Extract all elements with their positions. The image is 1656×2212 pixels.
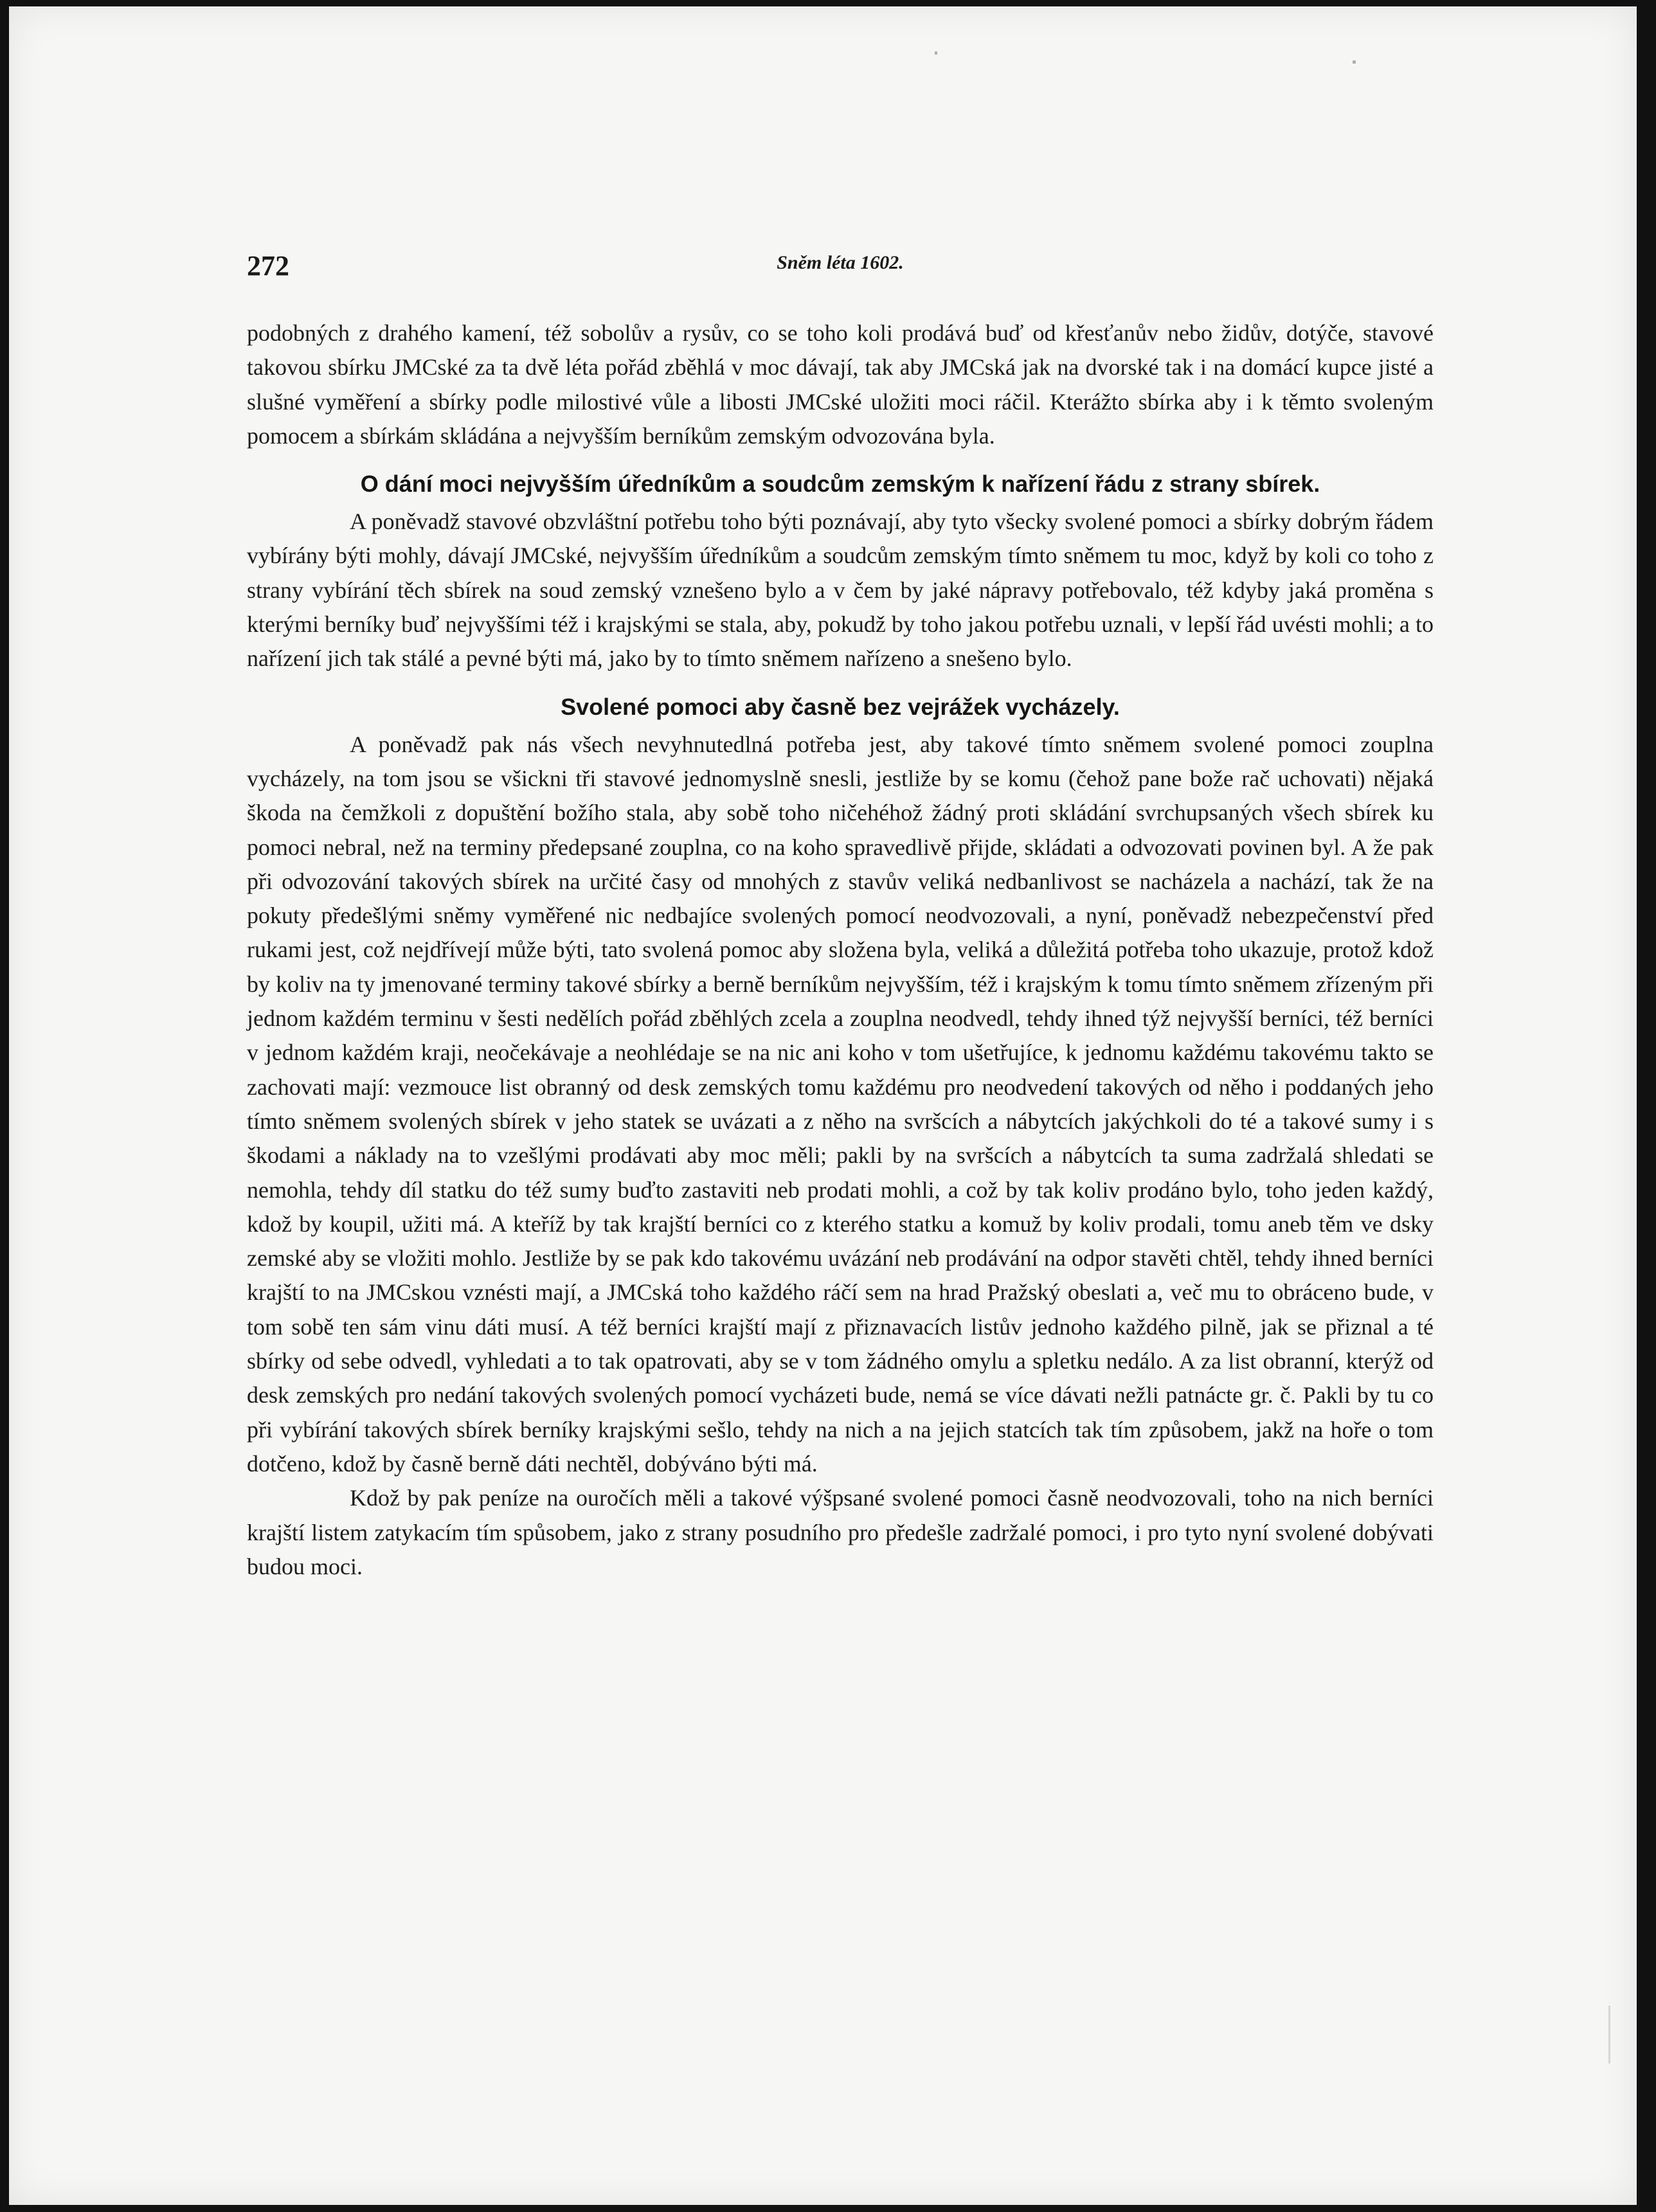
scan-speck [1353, 60, 1356, 64]
paragraph-powers: A poněvadž stavové obzvláštní potřebu toho býti poznávají, aby tyto všecky svolené pomoci a sbírky dobrým řádem vybírány býti mohly, dávají JMCské, nejvyšším úředníkům a soudcům zemským tímto sněmem tu moc, když by koli co toho z strany vybírání těch sbírek na soud zemský vznešeno bylo a v čem by jaké nápravy potřebovalo, též kdyby jaká proměna s kterými berníky buď nejvyššími též i krajskými se stala, aby, pokudž by toho jakou potřebu uznali, v lepší řád uvésti mohli; a to nařízení jich tak stálé a pevné býti má, jako by to tímto sněmem nařízeno a snešeno bylo. [247, 508, 1434, 672]
page-number: 272 [247, 250, 289, 282]
scanned-page [9, 6, 1637, 2205]
document-body [247, 316, 1434, 1584]
scan-speck [935, 51, 937, 55]
running-head: Sněm léta 1602. [777, 252, 904, 273]
scan-edge-mark [1608, 2006, 1610, 2064]
paragraph-interest: Kdož by pak peníze na ouročích měli a takové výšpsané svolené pomoci časně neodvozovali, toho na nich berníci krajští listem zatykacím tím spůsobem, jako z strany posudního pro předešle zadržalé pomoci, i pro tyto nyní svolené dobývati budou moci. [247, 1485, 1434, 1579]
paragraph-continuation: podobných z drahého kamení, též sobolův a rysův, co se toho koli prodává buď od křesťanův nebo židův, dotýče, stavové takovou sbírku JMCské za ta dvě léta pořád zběhlá v moc dávají, tak aby JMCská jak na dvorské tak i na domácí kupce jisté a slušné vyměření a sbírky podle milostivé vůle a libosti JMCské uložiti moci ráčil. Kterážto sbírka aby i k těmto svoleným pomocem a sbírkám skládána a nejvyšším berníkům zemským odvozována byla. [247, 320, 1434, 449]
paragraph-contributions: A poněvadž pak nás všech nevyhnutedlná potřeba jest, aby takové tímto sněmem svolené pomoci zouplna vycházely, na tom jsou se všickni tři stavové jednomyslně snesli, jestliže by se komu (čehož pane bože rač uchovati) nějaká škoda na čemžkoli z dopuštění božího stala, aby sobě toho ničehéhož žádný proti skládání svrchupsaných všech sbírek ku pomoci nebral, než na terminy předepsané zouplna, co na koho spravedlivě přijde, skládati a odvozovati povinen byl. A že pak při odvozování takových sbírek na určité časy od mnohých z stavův veliká nedbanlivost se nacházela a nachází, tak že na pokuty předešlými sněmy vyměřené nic nedbajíce svolených pomocí neodvozovali, a nyní, poněvadž nebezpečenství před rukami jest, což nejdřívejí může býti, tato svolená pomoc aby složena byla, veliká a důležitá potřeba toho ukazuje, protož kdož by koliv na ty jmenované terminy takové sbírky a berně berníkům nejvyšším, též i krajským k tomu tímto sněmem zřízeným při jednom každém terminu v šesti nedělích pořád zběhlých zcela a zouplna neodvedl, tehdy ihned týž nejvyšší berníci, též berníci v jednom každém kraji, neočekávaje a neohlédaje se na nic ani koho v tom ušetřujíce, k jednomu každému takovému takto se zachovati mají: vezmouce list obranný od desk zemských tomu každému pro neodvedení takových od něho i poddaných jeho tímto sněmem svolených sbírek v jeho statek se uvázati a z něho na svršcích a nábytcích jakýchkoli do té a takové sumy i s škodami a náklady na to vzešlými prodávati aby moc měli; pakli by na svršcích a nábytcích ta suma zadržalá shledati se nemohla, tehdy díl statku do též sumy buďto zastaviti neb prodati mohli, a což by tak koliv prodáno bylo, toho jeden každý, kdož by koupil, užiti má. A kteříž by tak krajští berníci co z kterého statku a komuž by koliv prodali, tomu aneb těm ve dsky zemské aby se vložiti mohlo. Jestliže by se pak kdo takovému uvázání neb prodávání na odpor stavěti chtěl, tehdy ihned berníci krajští to na JMCskou vznésti mají, a JMCská toho každého ráčí sem na hrad Pražský obeslati a, več mu to obráceno bude, v tom sobě ten sám vinu dáti musí. A též berníci krajští mají z přiznavacích listův jednoho každého pilně, jak se přiznal a té sbírky od sebe odvedl, vyhledati a to tak opatrovati, aby se v tom žádného omylu a spletku nedálo. A za list obranní, kterýž od desk zemských pro nedání takových svolených pomocí vycházeti bude, nemá se více dávati nežli patnácte gr. č. Pakli by tu co při vybírání takových sbírek berníky krajskými sešlo, tehdy na nich a na jejich statcích tak tím způsobem, jakž na hoře o tom dotčeno, kdož by časně berně dáti nechtěl, dobýváno býti má. [247, 731, 1434, 1477]
page-header [247, 249, 1434, 294]
section-heading-contributions: Svolené pomoci aby časně bez vejrážek vycházely. [561, 693, 1120, 720]
section-heading-powers: O dání moci nejvyšším úředníkům a soudcům zemským k nařízení řádu z strany sbírek. [360, 471, 1320, 498]
